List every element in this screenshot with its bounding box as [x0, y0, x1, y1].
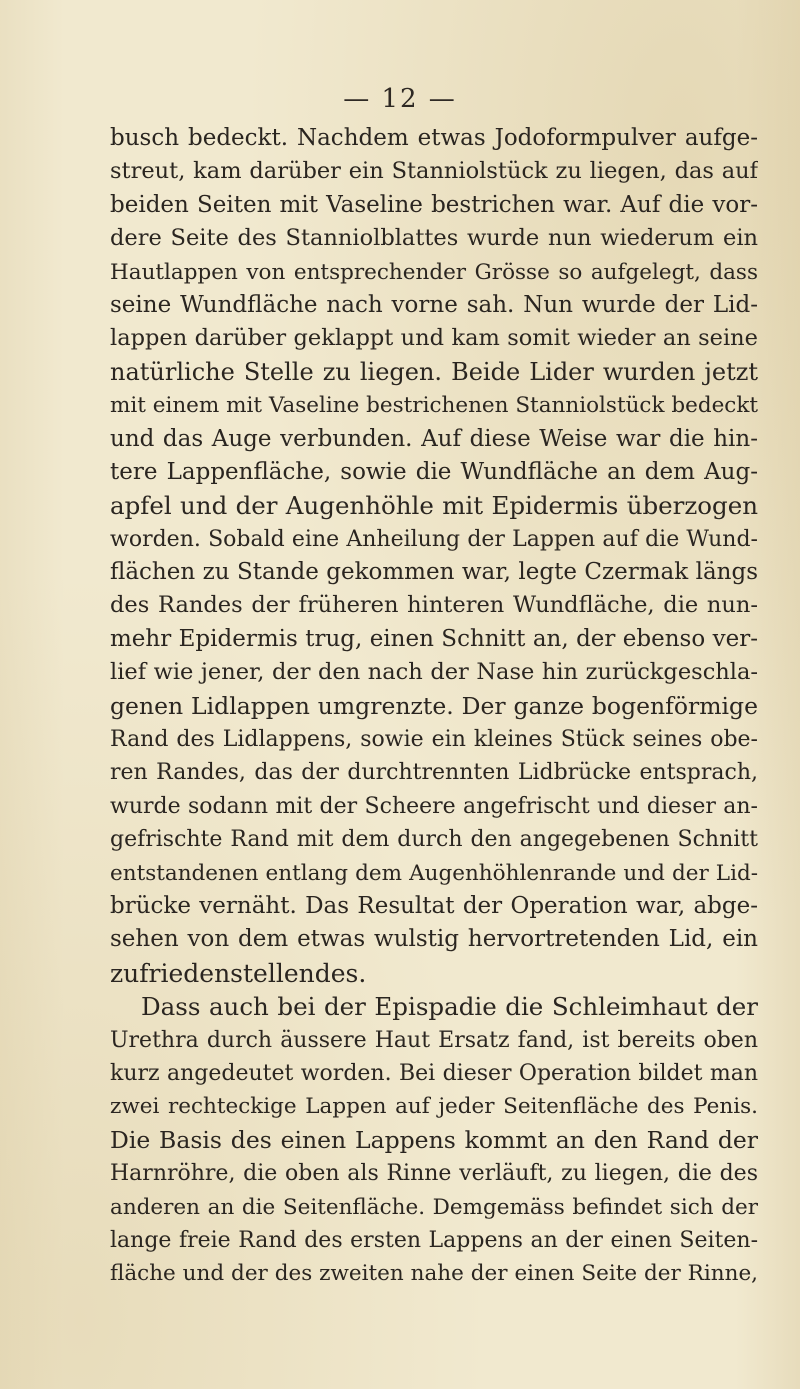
text-line: lappen darüber geklappt und kam somit wieder an seine — [110, 325, 758, 352]
text-line: Rand des Lidlappens, sowie ein kleines Stück seines obe- — [110, 727, 758, 753]
text-line: sehen von dem etwas wulstig hervortretenden Lid, ein — [110, 926, 758, 953]
text-line: wurde sodann mit der Scheere angefrischt und dieser an- — [110, 793, 758, 819]
text-line: flächen zu Stande gekommen war, legte Czermak längs — [110, 559, 758, 586]
page-number: — 12 — — [343, 84, 457, 114]
text-line: Harnröhre, die oben als Rinne verläuft, zu liegen, die des — [110, 1161, 758, 1187]
text-line: Hautlappen von entsprechender Grösse so aufgelegt, dass — [110, 259, 758, 285]
text-line: ren Randes, das der durchtrennten Lidbrücke entsprach, — [110, 760, 758, 786]
text-line: zwei rechteckige Lappen auf jeder Seitenfläche des Penis. — [110, 1094, 758, 1120]
paragraph-start-line: Dass auch bei der Epispadie die Schleimhaut der — [141, 992, 758, 1022]
text-line: gefrischte Rand mit dem durch den angegebenen Schnitt — [110, 827, 758, 853]
text-line: mehr Epidermis trug, einen Schnitt an, der ebenso ver- — [110, 625, 758, 652]
text-line: tere Lappenfläche, sowie die Wundfläche an dem Aug- — [110, 458, 758, 485]
text-line: brücke vernäht. Das Resultat der Operation war, abge- — [110, 892, 758, 919]
text-line: mit einem mit Vaseline bestrichenen Stanniolstück bedeckt — [110, 393, 758, 419]
text-line: Urethra durch äussere Haut Ersatz fand, ist bereits oben — [110, 1027, 758, 1053]
text-line: beiden Seiten mit Vaseline bestrichen war. Auf die vor- — [110, 191, 758, 218]
text-line: lange freie Rand des ersten Lappens an der einen Seiten- — [110, 1227, 758, 1253]
text-line: busch bedeckt. Nachdem etwas Jodoformpulver aufge- — [110, 125, 758, 151]
text-line: natürliche Stelle zu liegen. Beide Lider wurden jetzt — [110, 357, 758, 386]
text-line: des Randes der früheren hinteren Wundfläche, die nun- — [110, 592, 758, 619]
paragraph-end-line: zufriedenstellendes. — [110, 958, 367, 988]
text-line: genen Lidlappen umgrenzte. Der ganze bogenförmige — [110, 691, 758, 720]
text-line: fläche und der des zweiten nahe der einen Seite der Rinne, — [110, 1261, 758, 1287]
text-line: apfel und der Augenhöhle mit Epidermis überzogen — [110, 491, 758, 521]
body-text — [110, 122, 758, 1291]
text-line: dere Seite des Stanniolblattes wurde nun wiederum ein — [110, 225, 758, 252]
text-line: seine Wundfläche nach vorne sah. Nun wurde der Lid- — [110, 291, 758, 318]
text-line: lief wie jener, der den nach der Nase hin zurückgeschla- — [110, 659, 758, 686]
text-line: Die Basis des einen Lappens kommt an den Rand der — [110, 1125, 758, 1154]
text-line: worden. Sobald eine Anheilung der Lappen auf die Wund- — [110, 526, 758, 552]
text-line: entstandenen entlang dem Augenhöhlenrande und der Lid- — [110, 860, 758, 886]
text-line: kurz angedeutet worden. Bei dieser Operation bildet man — [110, 1060, 758, 1086]
text-line: anderen an die Seitenfläche. Demgemäss befindet sich der — [110, 1194, 758, 1220]
text-line: und das Auge verbunden. Auf diese Weise war die hin- — [110, 425, 758, 452]
text-line: streut, kam darüber ein Stanniolstück zu liegen, das auf — [110, 158, 758, 185]
